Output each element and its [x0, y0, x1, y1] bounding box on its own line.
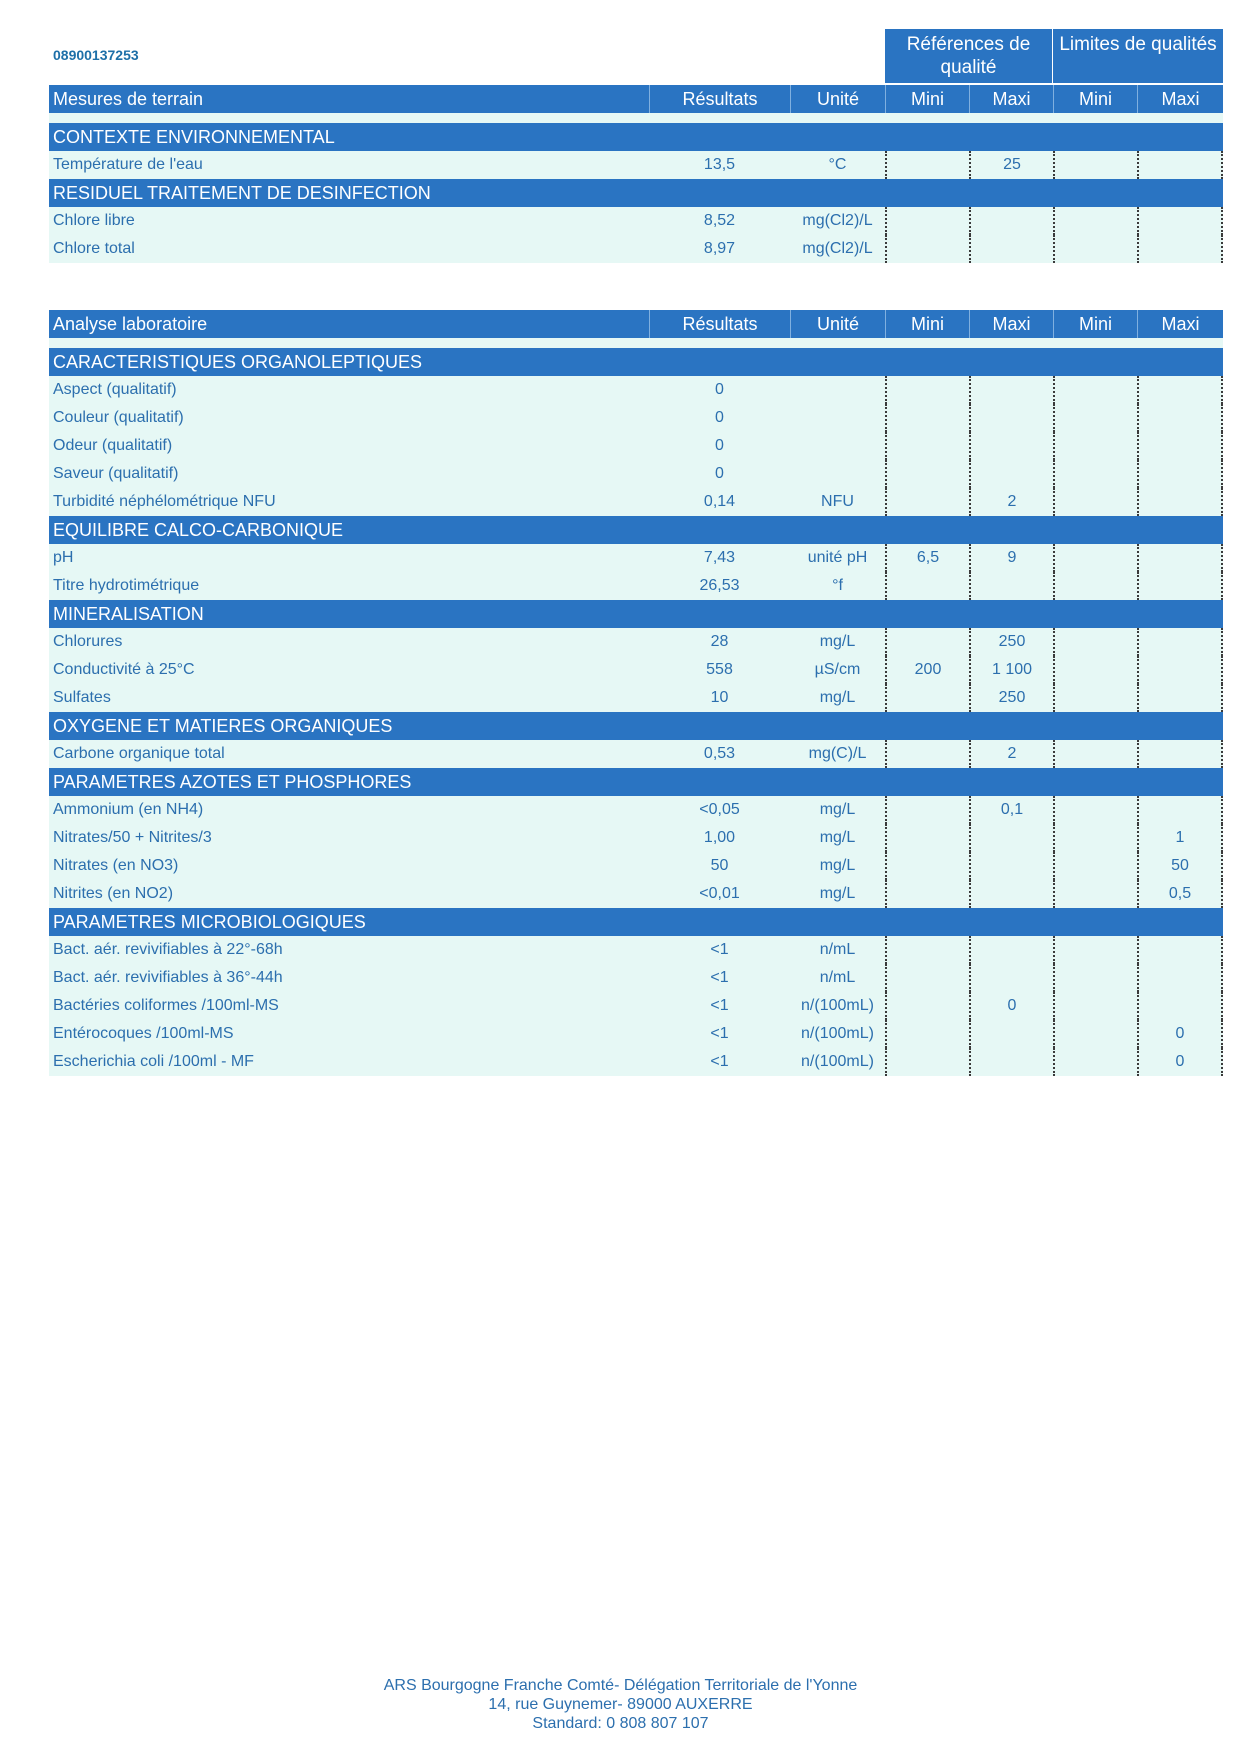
limit-max — [1137, 992, 1223, 1020]
references-header-label: Références de qualité — [906, 34, 1031, 78]
limit-max — [1137, 404, 1223, 432]
parameter-name: Chlore libre — [53, 212, 135, 229]
table-row — [49, 964, 1223, 992]
limit-max — [1137, 151, 1223, 179]
reference-max — [969, 235, 1053, 263]
column-header-resultats: Résultats — [649, 85, 790, 113]
reference-max: 9 — [969, 544, 1053, 572]
spacer — [49, 338, 1223, 348]
reference-max — [969, 572, 1053, 600]
parameter-name: Ammonium (en NH4) — [53, 801, 204, 818]
limit-min — [1053, 740, 1137, 768]
limit-min — [1053, 207, 1137, 235]
unit-value: µS/cm — [814, 661, 861, 678]
limit-min — [1053, 432, 1137, 460]
reference-min — [885, 852, 969, 880]
limit-min — [1053, 235, 1137, 263]
reference-min: 6,5 — [885, 544, 969, 572]
column-header-lim-mini: Mini — [1053, 310, 1137, 338]
table-row — [49, 544, 1223, 572]
unit-value: n/mL — [819, 941, 856, 958]
reference-min — [885, 488, 969, 516]
limit-max — [1137, 376, 1223, 404]
result-value: <1 — [710, 969, 729, 986]
footer-line-3: Standard: 0 808 807 107 — [532, 1715, 709, 1732]
table-row — [49, 151, 1223, 179]
limit-min — [1053, 880, 1137, 908]
reference-min — [885, 1020, 969, 1048]
parameter-name: Bact. aér. revivifiables à 22°-68h — [53, 941, 283, 958]
table-header-row — [49, 85, 1223, 113]
reference-min — [885, 740, 969, 768]
limit-min — [1053, 460, 1137, 488]
reference-min — [885, 992, 969, 1020]
table-row — [49, 376, 1223, 404]
table-row — [49, 992, 1223, 1020]
parameter-name: Carbone organique total — [53, 745, 225, 762]
reference-min — [885, 880, 969, 908]
table-header-row — [49, 310, 1223, 338]
unit-value: unité pH — [807, 549, 868, 566]
reference-min — [885, 432, 969, 460]
reference-max: 2 — [969, 488, 1053, 516]
limit-min — [1053, 992, 1137, 1020]
table-row — [49, 628, 1223, 656]
limit-max — [1137, 936, 1223, 964]
unit-value — [790, 376, 885, 404]
reference-max — [969, 207, 1053, 235]
column-header-unite: Unité — [790, 310, 885, 338]
table-row — [49, 1020, 1223, 1048]
parameter-name: pH — [53, 549, 74, 566]
table-row — [49, 656, 1223, 684]
footer-line-2: 14, rue Guynemer- 89000 AUXERRE — [488, 1696, 753, 1713]
reference-min — [885, 824, 969, 852]
table-row — [49, 460, 1223, 488]
unit-value: n/(100mL) — [801, 1053, 874, 1070]
reference-min — [885, 796, 969, 824]
limit-min — [1053, 1048, 1137, 1076]
category-row — [49, 600, 1223, 628]
unit-value: mg/L — [819, 829, 856, 846]
table-row — [49, 796, 1223, 824]
result-value: 0 — [715, 381, 724, 398]
reference-min — [885, 572, 969, 600]
limit-min — [1053, 656, 1137, 684]
category-row — [49, 348, 1223, 376]
category-name: MINERALISATION — [53, 603, 204, 624]
unit-value: n/(100mL) — [801, 1025, 874, 1042]
limit-min — [1053, 936, 1137, 964]
reference-min — [885, 376, 969, 404]
category-row — [49, 768, 1223, 796]
limit-max — [1137, 544, 1223, 572]
column-header-unite: Unité — [790, 85, 885, 113]
result-value: 7,43 — [703, 549, 736, 566]
result-value: 28 — [710, 633, 729, 650]
table-row — [49, 572, 1223, 600]
result-value: 26,53 — [699, 577, 740, 594]
table-row — [49, 880, 1223, 908]
limit-max — [1137, 656, 1223, 684]
unit-value: NFU — [821, 493, 854, 510]
reference-max — [969, 460, 1053, 488]
limit-min — [1053, 376, 1137, 404]
unit-value: n/(100mL) — [801, 997, 874, 1014]
limites-header-label: Limites de qualités — [1059, 34, 1217, 55]
reference-max — [969, 852, 1053, 880]
table-row — [49, 684, 1223, 712]
unit-value — [790, 404, 885, 432]
footer — [0, 1676, 1241, 1733]
table-row — [49, 740, 1223, 768]
category-row — [49, 516, 1223, 544]
limit-max: 0 — [1137, 1020, 1223, 1048]
category-name: CARACTERISTIQUES ORGANOLEPTIQUES — [53, 351, 423, 372]
reference-min — [885, 936, 969, 964]
category-row — [49, 179, 1223, 207]
category-name: PARAMETRES AZOTES ET PHOSPHORES — [53, 771, 412, 792]
spacer — [49, 113, 1223, 123]
result-value: 0 — [715, 409, 724, 426]
reference-max: 250 — [969, 628, 1053, 656]
unit-value: mg/L — [819, 633, 856, 650]
result-value: 0 — [715, 465, 724, 482]
limit-max: 0 — [1137, 1048, 1223, 1076]
reference-max — [969, 824, 1053, 852]
parameter-name: Sulfates — [53, 689, 111, 706]
limit-max: 1 — [1137, 824, 1223, 852]
reference-min — [885, 964, 969, 992]
unit-value: mg(C)/L — [808, 745, 867, 762]
unit-value: mg/L — [819, 857, 856, 874]
parameter-name: Température de l'eau — [53, 156, 203, 173]
reference-min — [885, 1048, 969, 1076]
table-row — [49, 936, 1223, 964]
result-value: 0,14 — [703, 493, 736, 510]
parameter-name: Saveur (qualitatif) — [53, 465, 179, 482]
result-value: <0,05 — [699, 801, 740, 818]
column-header-resultats: Résultats — [649, 310, 790, 338]
column-header-lim-maxi: Maxi — [1137, 310, 1223, 338]
limit-min — [1053, 796, 1137, 824]
references-header — [884, 29, 1052, 83]
limit-max — [1137, 964, 1223, 992]
table-row — [49, 404, 1223, 432]
column-header-lim-mini: Mini — [1053, 85, 1137, 113]
parameter-name: Couleur (qualitatif) — [53, 409, 184, 426]
reference-max — [969, 404, 1053, 432]
unit-value: °C — [828, 156, 847, 173]
result-value: 8,52 — [703, 212, 736, 229]
limit-max — [1137, 488, 1223, 516]
column-header-lim-maxi: Maxi — [1137, 85, 1223, 113]
reference-min — [885, 628, 969, 656]
reference-max: 0,1 — [969, 796, 1053, 824]
category-row — [49, 712, 1223, 740]
table-row — [49, 824, 1223, 852]
column-header-ref-maxi: Maxi — [969, 85, 1053, 113]
terrain-table — [49, 85, 1223, 263]
unit-value — [790, 432, 885, 460]
reference-max — [969, 964, 1053, 992]
limit-max — [1137, 684, 1223, 712]
reference-max: 2 — [969, 740, 1053, 768]
table-row — [49, 852, 1223, 880]
limit-min — [1053, 684, 1137, 712]
result-value: <1 — [710, 941, 729, 958]
unit-value: mg(Cl2)/L — [802, 240, 873, 257]
reference-max — [969, 880, 1053, 908]
reference-min — [885, 404, 969, 432]
unit-value: mg/L — [819, 801, 856, 818]
limit-min — [1053, 824, 1137, 852]
reference-min — [885, 151, 969, 179]
limit-max — [1137, 740, 1223, 768]
parameter-name: Nitrites (en NO2) — [53, 885, 174, 902]
footer-line-1: ARS Bourgogne Franche Comté- Délégation Territoriale de l'Yonne — [383, 1677, 858, 1694]
limit-max: 50 — [1137, 852, 1223, 880]
parameter-name: Chlorures — [53, 633, 123, 650]
limit-min — [1053, 488, 1137, 516]
table-row — [49, 432, 1223, 460]
parameter-name: Titre hydrotimétrique — [53, 577, 200, 594]
result-value: 13,5 — [703, 156, 736, 173]
reference-max — [969, 936, 1053, 964]
limit-max — [1137, 432, 1223, 460]
reference-max — [969, 432, 1053, 460]
limit-min — [1053, 852, 1137, 880]
parameter-name: Escherichia coli /100ml - MF — [53, 1053, 254, 1070]
limit-max — [1137, 628, 1223, 656]
parameter-name: Turbidité néphélométrique NFU — [53, 493, 276, 510]
parameter-name: Aspect (qualitatif) — [53, 381, 177, 398]
parameter-name: Nitrates/50 + Nitrites/3 — [53, 829, 212, 846]
category-name: EQUILIBRE CALCO-CARBONIQUE — [53, 519, 344, 540]
category-row — [49, 908, 1223, 936]
limit-min — [1053, 964, 1137, 992]
reference-min — [885, 684, 969, 712]
result-value: 50 — [710, 857, 729, 874]
limit-max: 0,5 — [1137, 880, 1223, 908]
category-name: PARAMETRES MICROBIOLOGIQUES — [53, 911, 366, 932]
result-value: <1 — [710, 997, 729, 1014]
limit-max — [1137, 207, 1223, 235]
category-name: OXYGENE ET MATIERES ORGANIQUES — [53, 715, 393, 736]
reference-max — [969, 1020, 1053, 1048]
table-row — [49, 1048, 1223, 1076]
result-value: 0,53 — [703, 745, 736, 762]
unit-value: mg/L — [819, 689, 856, 706]
limit-max — [1137, 796, 1223, 824]
column-header-ref-maxi: Maxi — [969, 310, 1053, 338]
category-row — [49, 123, 1223, 151]
labo-table — [49, 310, 1223, 1076]
limit-max — [1137, 460, 1223, 488]
reference-min — [885, 235, 969, 263]
reference-max — [969, 376, 1053, 404]
reference-min — [885, 460, 969, 488]
table-row — [49, 207, 1223, 235]
table-row — [49, 235, 1223, 263]
parameter-name: Chlore total — [53, 240, 135, 257]
limit-min — [1053, 628, 1137, 656]
limites-header — [1052, 29, 1223, 83]
reference-min: 200 — [885, 656, 969, 684]
category-name: RESIDUEL TRAITEMENT DE DESINFECTION — [53, 182, 431, 203]
limit-min — [1053, 1020, 1137, 1048]
parameter-name: Conductivité à 25°C — [53, 661, 195, 678]
limit-min — [1053, 404, 1137, 432]
limit-min — [1053, 544, 1137, 572]
result-value: <1 — [710, 1053, 729, 1070]
parameter-name: Odeur (qualitatif) — [53, 437, 173, 454]
parameter-name: Nitrates (en NO3) — [53, 857, 179, 874]
result-value: 1,00 — [703, 829, 736, 846]
reference-max — [969, 1048, 1053, 1076]
unit-value: mg(Cl2)/L — [802, 212, 873, 229]
unit-value — [790, 460, 885, 488]
table-row — [49, 488, 1223, 516]
category-name: CONTEXTE ENVIRONNEMENTAL — [53, 126, 335, 147]
reference-min — [885, 207, 969, 235]
limit-min — [1053, 151, 1137, 179]
parameter-name: Bact. aér. revivifiables à 36°-44h — [53, 969, 283, 986]
result-value: 8,97 — [703, 240, 736, 257]
result-value: 558 — [706, 661, 733, 678]
table-title: Mesures de terrain — [53, 88, 204, 109]
result-value: <0,01 — [699, 885, 740, 902]
parameter-name: Entérocoques /100ml-MS — [53, 1025, 234, 1042]
limit-max — [1137, 235, 1223, 263]
limit-max — [1137, 572, 1223, 600]
unit-value: °f — [832, 577, 843, 594]
reference-max: 250 — [969, 684, 1053, 712]
result-value: 10 — [710, 689, 729, 706]
reference-max: 0 — [969, 992, 1053, 1020]
column-header-ref-mini: Mini — [885, 310, 969, 338]
limit-min — [1053, 572, 1137, 600]
unit-value: mg/L — [819, 885, 856, 902]
sample-id: 08900137253 — [53, 47, 139, 63]
unit-value: n/mL — [819, 969, 856, 986]
reference-max: 1 100 — [969, 656, 1053, 684]
result-value: 0 — [715, 437, 724, 454]
result-value: <1 — [710, 1025, 729, 1042]
table-title: Analyse laboratoire — [53, 313, 208, 334]
reference-max: 25 — [969, 151, 1053, 179]
column-header-ref-mini: Mini — [885, 85, 969, 113]
parameter-name: Bactéries coliformes /100ml-MS — [53, 997, 279, 1014]
